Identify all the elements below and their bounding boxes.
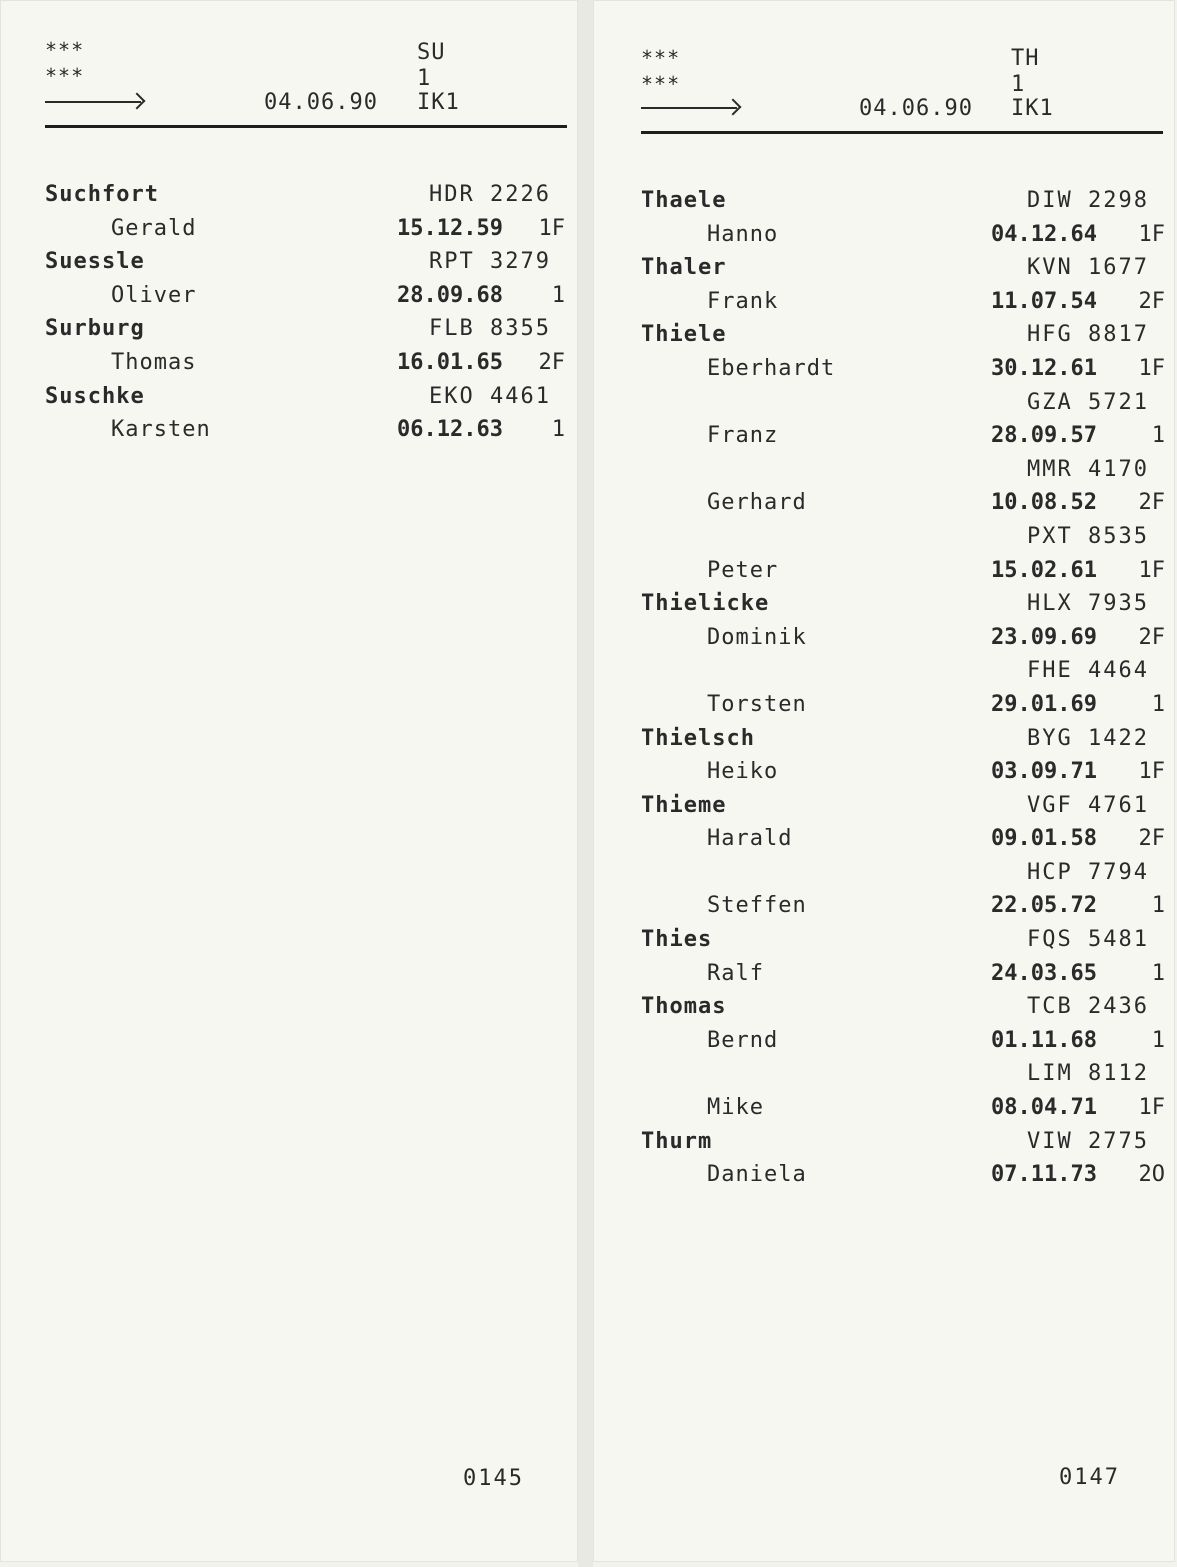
entry-row-given-name: [641, 621, 1169, 655]
entry-row-surname: [641, 789, 1169, 823]
entry-row-surname: [641, 453, 1169, 487]
page-number: 0145: [463, 1466, 524, 1491]
header-divider: [45, 125, 567, 128]
record-code: VIW 2775: [1027, 1128, 1149, 1154]
class-code: 1F: [1138, 221, 1165, 247]
entry-row-surname: [641, 386, 1169, 420]
entry-row-surname: [641, 318, 1169, 352]
record-code: RPT 3279: [429, 249, 551, 275]
entry-row-given-name: [45, 413, 570, 447]
surname: Suchfort: [45, 182, 159, 207]
birth-date: 28.09.57: [991, 423, 1097, 449]
birth-date: 10.08.52: [991, 490, 1097, 516]
given-name: Mike: [707, 1095, 764, 1121]
entry-row-surname: [641, 184, 1169, 218]
page-gap: [578, 0, 593, 1567]
entry-row-surname: [641, 923, 1169, 957]
birth-date: 24.03.65: [991, 960, 1097, 986]
record-code: GZA 5721: [1027, 389, 1149, 415]
given-name: Franz: [707, 423, 779, 449]
entry-row-given-name: [45, 212, 570, 246]
surname: Thielsch: [641, 725, 755, 751]
record-code: MMR 4170: [1027, 456, 1149, 482]
birth-date: 15.12.59: [397, 215, 503, 241]
class-code: 1: [1151, 893, 1165, 919]
class-code: 1: [1151, 1027, 1165, 1053]
arrow-right-icon: [641, 107, 737, 109]
class-code: 2F: [1138, 624, 1165, 650]
given-name: Frank: [707, 288, 779, 314]
header-letters: TH: [1011, 46, 1040, 71]
given-name: Daniela: [707, 1162, 807, 1188]
class-code: 2F: [1138, 288, 1165, 314]
surname: Thies: [641, 927, 713, 953]
header-stars-line-1: ***: [45, 38, 85, 62]
surname: Surburg: [45, 316, 145, 342]
entry-row-given-name: [641, 1091, 1169, 1125]
birth-date: 01.11.68: [991, 1027, 1097, 1053]
given-name: Thomas: [111, 349, 197, 375]
entry-row-surname: [641, 722, 1169, 756]
entry-row-surname: [641, 520, 1169, 554]
entry-row-given-name: [641, 218, 1169, 252]
record-code: DIW 2298: [1027, 188, 1149, 213]
birth-date: 11.07.54: [991, 288, 1097, 314]
entry-row-given-name: [641, 554, 1169, 588]
entry-list: [641, 184, 1169, 1192]
header-date: 04.06.90: [859, 96, 973, 121]
entry-row-given-name: [641, 1158, 1169, 1192]
surname: Thaele: [641, 188, 727, 213]
header-stars-line-2: ***: [45, 64, 85, 88]
entry-row-given-name: [45, 346, 570, 380]
birth-date: 22.05.72: [991, 893, 1097, 919]
entry-row-given-name: [641, 688, 1169, 722]
record-code: FHE 4464: [1027, 658, 1149, 684]
given-name: Gerald: [111, 215, 197, 241]
record-code: VGF 4761: [1027, 792, 1149, 818]
class-code: 1F: [1138, 557, 1165, 583]
class-code: 1: [1151, 691, 1165, 717]
birth-date: 08.04.71: [991, 1095, 1097, 1121]
class-code: 1F: [1138, 355, 1165, 381]
record-code: HCP 7794: [1027, 859, 1149, 885]
header-list-id: IK1: [1011, 96, 1054, 121]
record-code: KVN 1677: [1027, 255, 1149, 281]
surname: Thomas: [641, 994, 727, 1020]
class-code: 1: [551, 282, 565, 308]
birth-date: 15.02.61: [991, 557, 1097, 583]
class-code: 1F: [1138, 759, 1165, 785]
given-name: Harald: [707, 826, 793, 852]
birth-date: 06.12.63: [397, 417, 503, 443]
given-name: Hanno: [707, 221, 779, 247]
entry-row-surname: [641, 1125, 1169, 1159]
entry-row-surname: [641, 990, 1169, 1024]
class-code: 2F: [1138, 490, 1165, 516]
header-list-id: IK1: [417, 90, 460, 115]
class-code: 1F: [1138, 1095, 1165, 1121]
given-name: Steffen: [707, 893, 807, 919]
entry-row-given-name: [45, 279, 570, 313]
birth-date: 29.01.69: [991, 691, 1097, 717]
header-date: 04.06.90: [264, 90, 378, 115]
class-code: 1F: [538, 215, 565, 241]
given-name: Torsten: [707, 691, 807, 717]
given-name: Karsten: [111, 417, 211, 443]
record-code: HFG 8817: [1027, 322, 1149, 348]
birth-date: 04.12.64: [991, 221, 1097, 247]
header-count: 1: [1011, 72, 1026, 97]
surname: Thiele: [641, 322, 727, 348]
entry-row-surname: [641, 654, 1169, 688]
right-printout-page: [593, 0, 1175, 1562]
entry-row-given-name: [641, 957, 1169, 991]
record-code: FQS 5481: [1027, 927, 1149, 953]
page-number: 0147: [1059, 1465, 1120, 1490]
surname: Suschke: [45, 383, 145, 409]
header-count: 1: [417, 66, 432, 91]
surname: Suessle: [45, 249, 145, 275]
birth-date: 03.09.71: [991, 759, 1097, 785]
entry-row-surname: [641, 251, 1169, 285]
record-code: BYG 1422: [1027, 725, 1149, 751]
record-code: LIM 8112: [1027, 1061, 1149, 1087]
entry-row-given-name: [641, 1024, 1169, 1058]
birth-date: 23.09.69: [991, 624, 1097, 650]
record-code: FLB 8355: [429, 316, 551, 342]
record-code: HDR 2226: [429, 182, 551, 207]
entry-row-given-name: [641, 285, 1169, 319]
given-name: Heiko: [707, 759, 779, 785]
given-name: Oliver: [111, 282, 197, 308]
entry-list: [45, 178, 570, 447]
given-name: Bernd: [707, 1027, 779, 1053]
given-name: Ralf: [707, 960, 764, 986]
entry-row-given-name: [641, 822, 1169, 856]
entry-row-given-name: [641, 486, 1169, 520]
entry-row-given-name: [641, 889, 1169, 923]
header-stars-line-2: ***: [641, 72, 681, 96]
birth-date: 07.11.73: [991, 1162, 1097, 1188]
entry-row-given-name: [641, 755, 1169, 789]
surname: Thurm: [641, 1128, 713, 1154]
entry-row-surname: [45, 380, 570, 414]
record-code: TCB 2436: [1027, 994, 1149, 1020]
class-code: 2F: [538, 349, 565, 375]
class-code: 2O: [1138, 1162, 1165, 1188]
header-stars-line-1: ***: [641, 46, 681, 70]
surname: Thaler: [641, 255, 727, 281]
entry-row-surname: [641, 856, 1169, 890]
record-code: EKO 4461: [429, 383, 551, 409]
header-divider: [641, 131, 1163, 134]
entry-row-surname: [45, 178, 570, 212]
header-letters: SU: [417, 40, 446, 65]
entry-row-given-name: [641, 419, 1169, 453]
surname: Thieme: [641, 792, 727, 818]
record-code: HLX 7935: [1027, 591, 1149, 617]
record-code: PXT 8535: [1027, 523, 1149, 549]
given-name: Peter: [707, 557, 779, 583]
class-code: 1: [551, 417, 565, 443]
entry-row-given-name: [641, 352, 1169, 386]
given-name: Dominik: [707, 624, 807, 650]
birth-date: 16.01.65: [397, 349, 503, 375]
birth-date: 28.09.68: [397, 282, 503, 308]
entry-row-surname: [641, 587, 1169, 621]
birth-date: 09.01.58: [991, 826, 1097, 852]
birth-date: 30.12.61: [991, 355, 1097, 381]
class-code: 2F: [1138, 826, 1165, 852]
given-name: Gerhard: [707, 490, 807, 516]
surname: Thielicke: [641, 591, 770, 617]
given-name: Eberhardt: [707, 355, 836, 381]
class-code: 1: [1151, 423, 1165, 449]
class-code: 1: [1151, 960, 1165, 986]
entry-row-surname: [641, 1057, 1169, 1091]
left-printout-page: [0, 0, 578, 1562]
arrow-right-icon: [45, 101, 141, 103]
entry-row-surname: [45, 312, 570, 346]
entry-row-surname: [45, 245, 570, 279]
